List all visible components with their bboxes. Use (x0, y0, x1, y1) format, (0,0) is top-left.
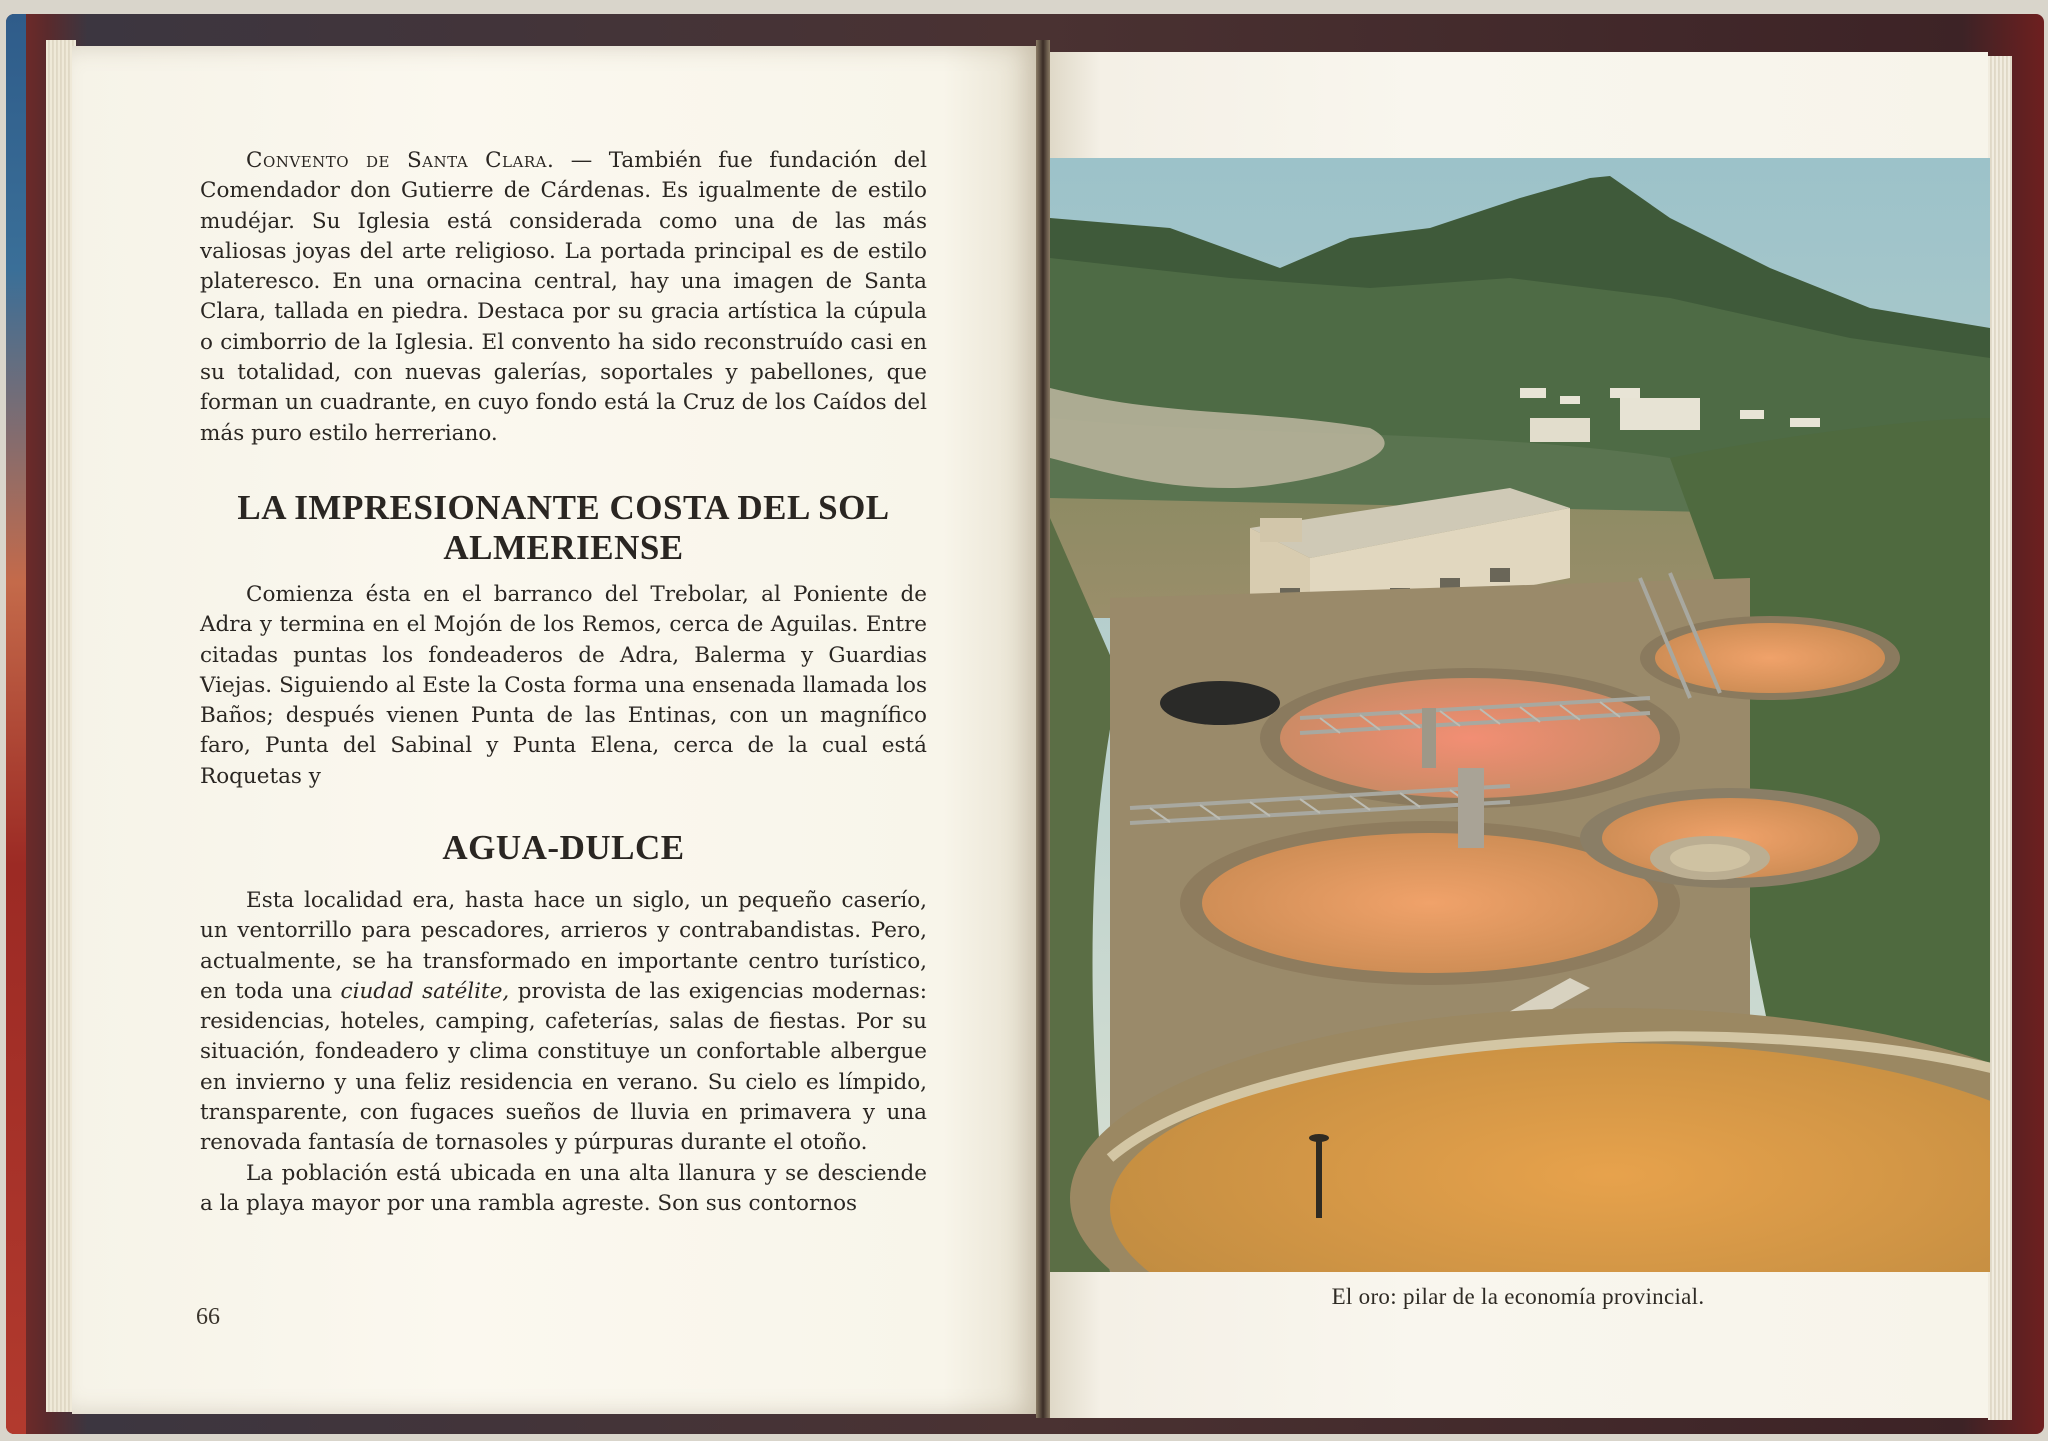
convento-title: Convento de Santa Clara. (246, 148, 555, 173)
costa-paragraph: Comienza ésta en el barranco del Trebolar, al Poniente de Adra y termina en el Mojón de los Remos, cerca de Aguilas. Entre citadas puntas los fondeaderos de Adra, Balerma y Guardias Viejas. Siguiendo al Este la Costa forma una ensenada llamada los Baños; después vienen Punta de las Entinas, con un magnífico faro, Punta del Sabinal y Punta Elena, cerca de la cual está Roquetas y (200, 582, 927, 789)
ciudad-satelite-italic: ciudad satélite, (340, 978, 510, 1004)
book-gutter (1036, 40, 1050, 1418)
convento-paragraph (200, 146, 927, 449)
agua-dulce-text-b: provista de las exigencias modernas: residencias, hoteles, camping, cafeterías, salas de fiestas. Por su situación, fondeadero y clima constituye un confortable albergue en invierno y una feliz residencia en verano. Su cielo es límpido, transparente, con fugaces sueños de lluvia en primavera y una renovada fantasía de tornasoles y púrpuras durante el otoño. (200, 978, 928, 1156)
photo-caption: El oro: pilar de la economía provincial. (1331, 1284, 1705, 1309)
agua-dulce-text-a: Esta localidad era, hasta hace un siglo, un pequeño caserío, un ventorrillo para pescadores, arrieros y contrabandistas. Pero, actualmente, se ha transformado en importante centro turístico, en toda una (200, 888, 927, 1004)
convento-section (200, 146, 927, 449)
costa-heading-line1: LA IMPRESIONANTE COSTA DEL SOL (237, 488, 890, 527)
mining-photo-illustration (1050, 158, 1990, 1272)
mining-photo (1050, 158, 1990, 1272)
agua-dulce-paragraph-1 (200, 886, 927, 1159)
agua-dulce-section (200, 886, 927, 1219)
page-number: 66 (196, 1304, 220, 1330)
costa-heading (200, 488, 927, 568)
costa-section (200, 580, 927, 792)
agua-dulce-paragraph-2: La población está ubicada en una alta llanura y se desciende a la playa mayor por una rambla agreste. Son sus contornos (200, 1160, 927, 1216)
costa-heading-line2: ALMERIENSE (443, 528, 684, 567)
agua-dulce-heading: AGUA-DULCE (442, 828, 685, 867)
convento-text: — También fue fundación del Comendador don Gutierre de Cárdenas. Es igualmente de estilo mudéjar. Su Iglesia está considerada como una de las más valiosas joyas del arte religioso. La portada principal es de estilo plateresco. En una ornacina central, hay una imagen de Santa Clara, tallada en piedra. Destaca por su gracia artística la cúpula o cimborrio de la Iglesia. El convento ha sido reconstruído casi en su totalidad, con nuevas galerías, soportales y pabellones, que forman un cuadrante, en cuyo fondo está la Cruz de los Caídos del más puro estilo herreriano. (200, 148, 927, 446)
cover-edge (6, 14, 26, 1434)
page-stack-right (1988, 56, 2012, 1420)
